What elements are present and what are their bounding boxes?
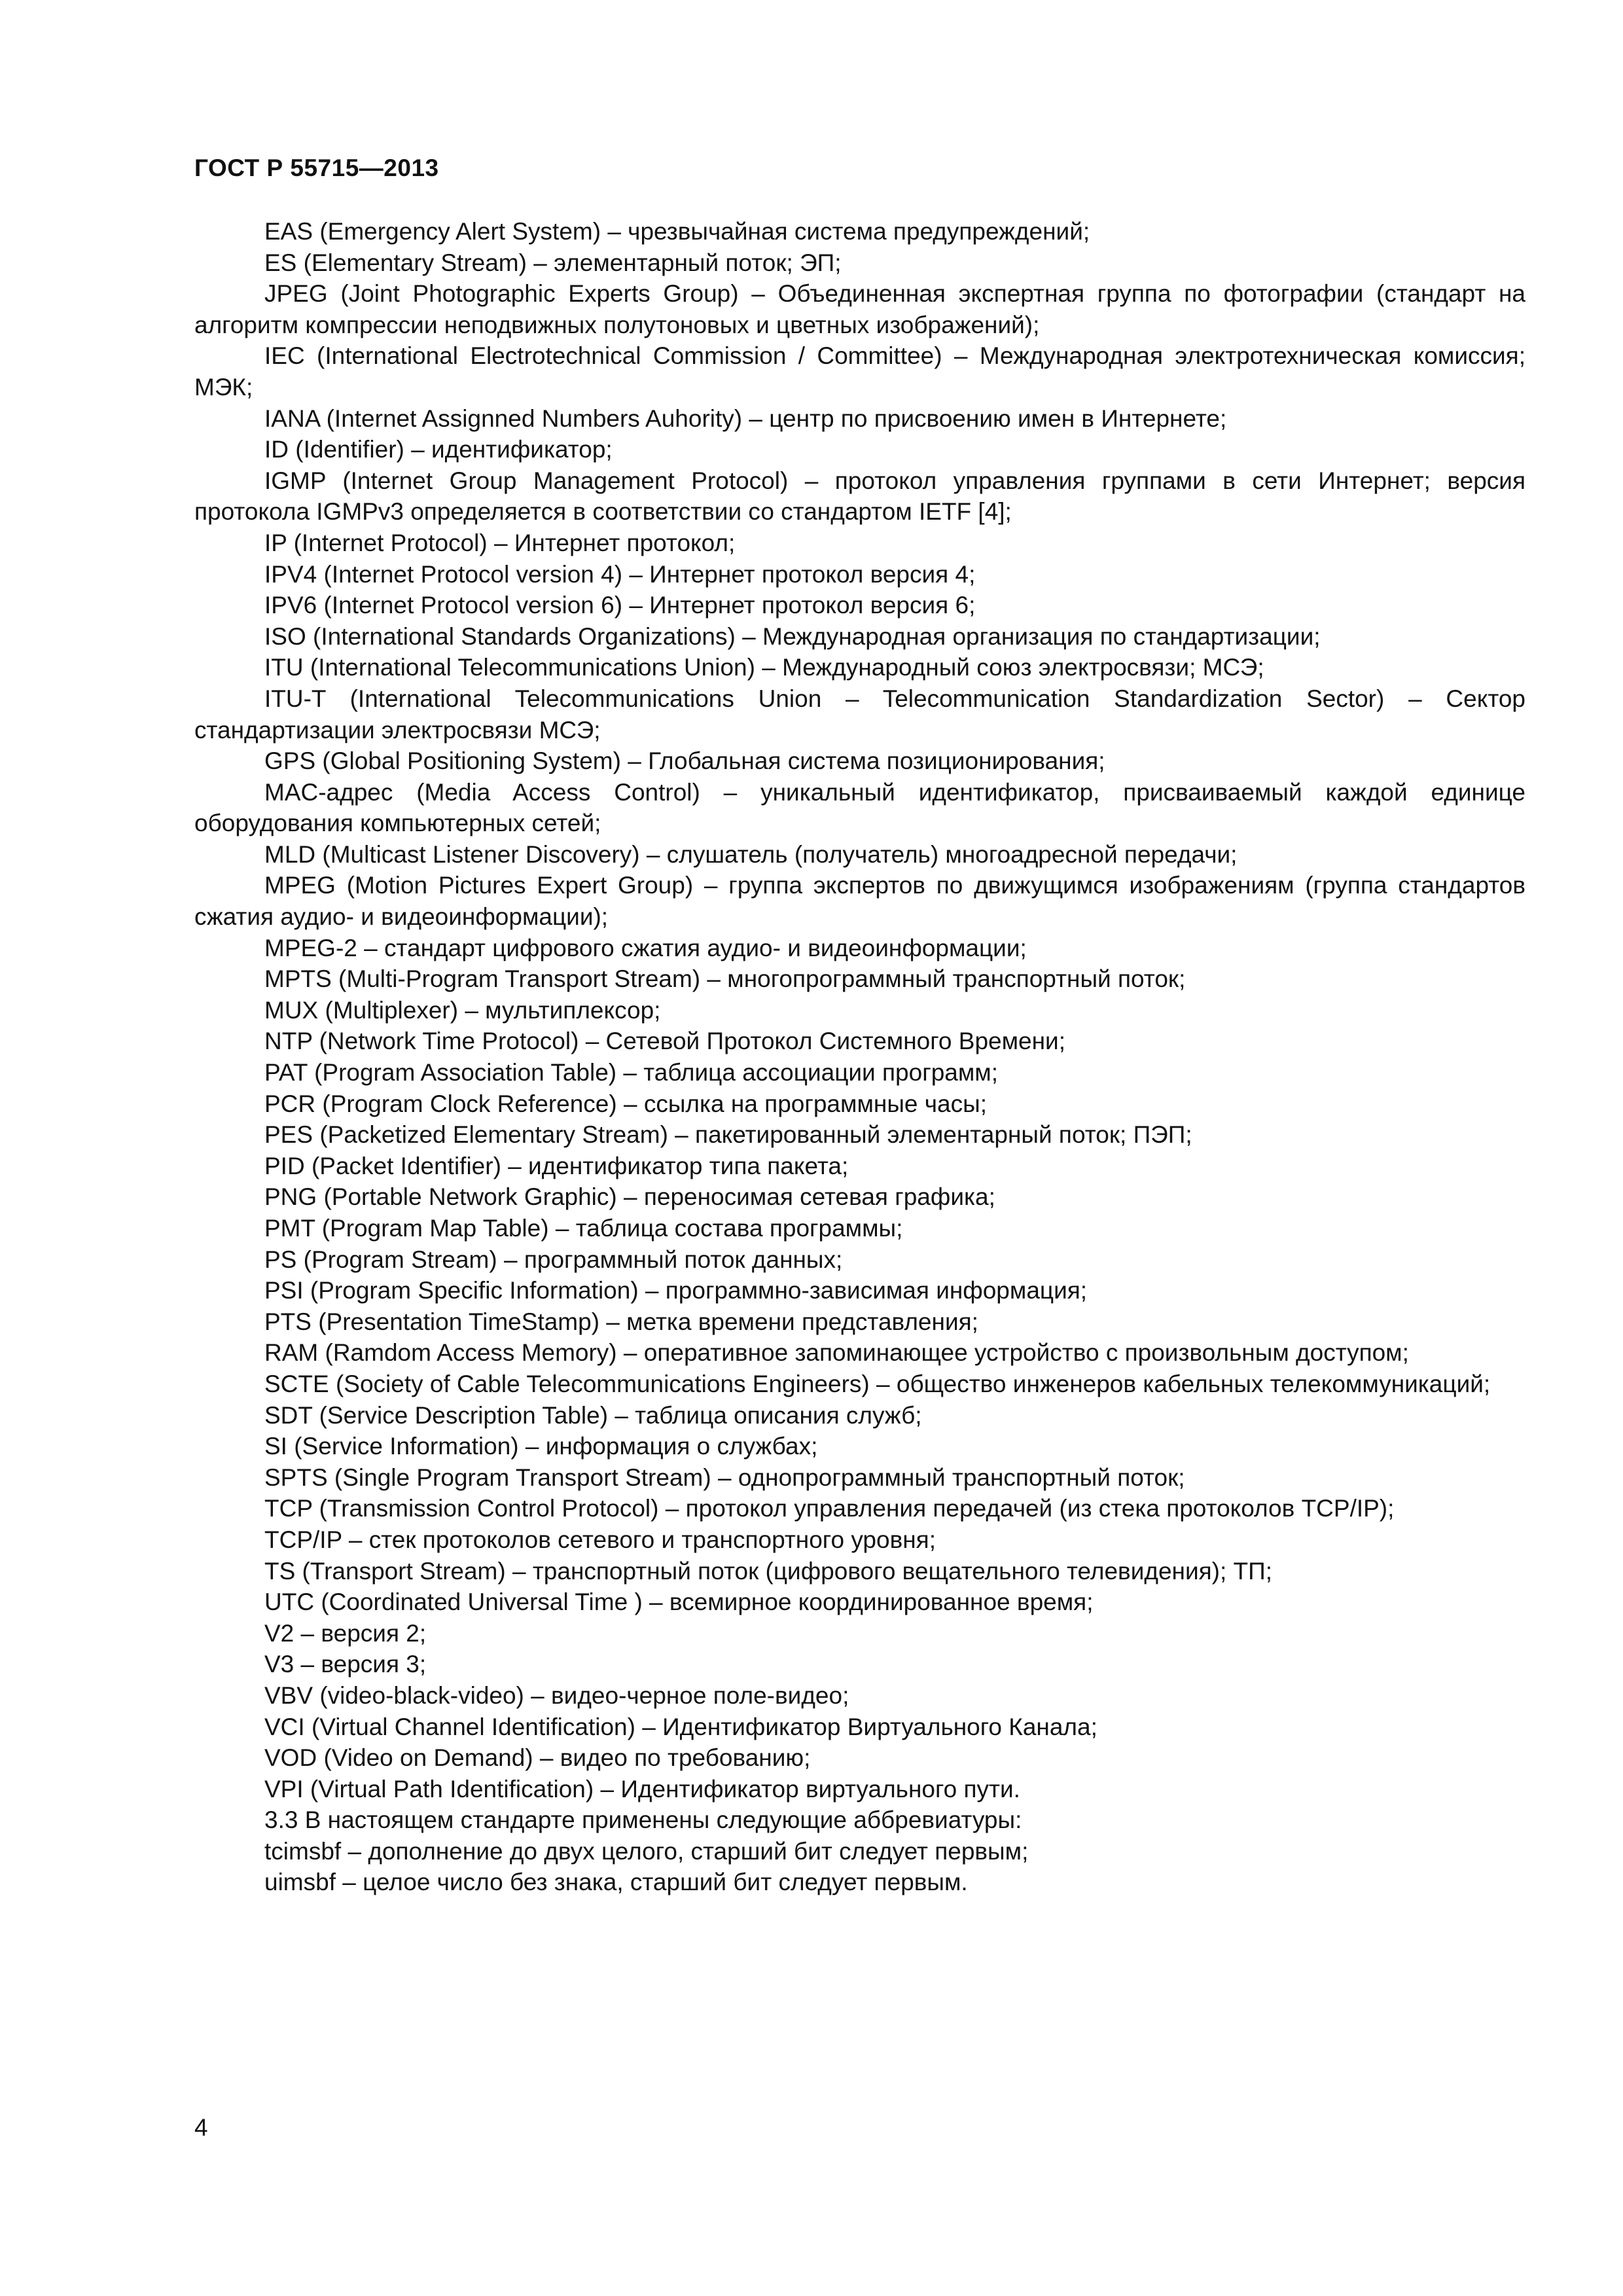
abbreviation-entry: VBV (video-black-video) – видео-черное поле-видео; [264,1681,849,1709]
abbreviation-entry: UTC (Coordinated Universal Time ) – всемирное координированное время; [264,1588,1094,1616]
abbreviation-entry: IANA (Internet Assignned Numbers Auhority) – центр по присвоению имен в Интернете; [264,404,1227,432]
abbreviation-entry: ITU (International Telecommunications Union) – Международный союз электросвязи; МСЭ; [264,654,1264,681]
abbreviation-entry: MPEG (Motion Pictures Expert Group) – группа экспертов по движущимся изображениям (группа стандартов сжатия аудио- и видеоинформации); [194,872,1525,931]
abbreviation-entry: ES (Elementary Stream) – элементарный поток; ЭП; [264,249,842,276]
abbreviation-entry: V2 – версия 2; [264,1619,427,1647]
abbreviation-entry: MUX (Multiplexer) – мультиплексор; [264,996,661,1024]
abbreviation-entry: SCTE (Society of Cable Telecommunications Engineers) – общество инженеров кабельных телекоммуникаций; [264,1370,1491,1397]
abbreviation-entry: RAM (Ramdom Access Memory) – оперативное запоминающее устройство с произвольным доступом; [264,1339,1409,1367]
abbreviation-entry: TCP (Transmission Control Protocol) – протокол управления передачей (из стека протоколов TCP/IP); [264,1495,1395,1522]
abbreviation-entry: IP (Internet Protocol) – Интернет протокол; [264,529,736,556]
abbreviation-entry: MLD (Multicast Listener Discovery) – слушатель (получатель) многоадресной передачи; [264,840,1238,868]
abbreviation-entry: SPTS (Single Program Transport Stream) – однопрограммный транспортный поток; [264,1463,1185,1491]
abbreviation-entry: GPS (Global Positioning System) – Глобальная система позиционирования; [264,747,1105,775]
abbreviation-entry: uimsbf – целое число без знака, старший бит следует первым. [264,1869,968,1896]
abbreviation-entry: ID (Identifier) – идентификатор; [264,436,613,463]
abbreviation-entry: IPV4 (Internet Protocol version 4) – Интернет протокол версия 4; [264,560,976,588]
abbreviation-entry: IGMP (Internet Group Management Protocol) – протокол управления группами в сети Интернет; версия протокола IGMPv3 определяется в соответствии со стандартом IETF [4]; [194,467,1525,526]
abbreviation-entry: PS (Program Stream) – программный поток данных; [264,1246,843,1273]
abbreviation-entry: PSI (Program Specific Information) – программно-зависимая информация; [264,1277,1088,1304]
abbreviation-entry: V3 – версия 3; [264,1651,427,1678]
abbreviation-entry: PTS (Presentation TimeStamp) – метка времени представления; [264,1308,978,1335]
abbreviation-entry: MPTS (Multi-Program Transport Stream) – многопрограммный транспортный поток; [264,965,1186,993]
abbreviation-entry: PMT (Program Map Table) – таблица состава программы; [264,1215,903,1242]
page-number: 4 [194,2114,208,2141]
document-header: ГОСТ Р 55715—2013 [194,154,439,181]
abbreviation-entry: TCP/IP – стек протоколов сетевого и транспортного уровня; [264,1526,936,1553]
abbreviation-entry: TS (Transport Stream) – транспортный поток (цифрового вещательного телевидения); ТП; [264,1557,1273,1585]
abbreviation-entry: VCI (Virtual Channel Identification) – Идентификатор Виртуального Канала; [264,1713,1097,1740]
abbreviation-entry: MPEG-2 – стандарт цифрового сжатия аудио- и видеоинформации; [264,934,1027,961]
abbreviation-entry: PNG (Portable Network Graphic) – переносимая сетевая графика; [264,1183,995,1211]
abbreviation-entry: PID (Packet Identifier) – идентификатор типа пакета; [264,1152,849,1179]
section-intro: 3.3 В настоящем стандарте применены следующие аббревиатуры: [264,1806,1022,1834]
abbreviation-entry: ITU-T (International Telecommunications Union – Telecommunication Standardization Sector) – Сектор стандартизации электросвязи МСЭ; [194,685,1525,744]
abbreviation-entry: SI (Service Information) – информация о службах; [264,1433,818,1460]
abbreviation-entry: ISO (International Standards Organizations) – Международная организация по стандартизации; [264,622,1321,650]
abbreviation-entry: IPV6 (Internet Protocol version 6) – Интернет протокол версия 6; [264,592,976,619]
abbreviation-entry: IEC (International Electrotechnical Commission / Committee) – Международная электротехническая комиссия; МЭК; [194,342,1525,401]
abbreviation-entry: PCR (Program Clock Reference) – ссылка на программные часы; [264,1090,988,1117]
abbreviation-entry: JPEG (Joint Photographic Experts Group) – Объединенная экспертная группа по фотографии (стандарт на алгоритм компрессии неподвижных полутоновых и цветных изображений); [194,280,1525,338]
abbreviation-entry: PAT (Program Association Table) – таблица ассоциации программ; [264,1059,999,1086]
document-body [194,216,1525,1898]
abbreviation-entry: tcimsbf – дополнение до двух целого, старший бит следует первым; [264,1837,1029,1865]
abbreviation-entry: VOD (Video on Demand) – видео по требованию; [264,1744,811,1772]
abbreviation-entry: VPI (Virtual Path Identification) – Идентификатор виртуального пути. [264,1775,1020,1803]
abbreviation-entry: EAS (Emergency Alert System) – чрезвычайная система предупреждений; [264,218,1090,245]
abbreviation-entry: MAC-адрес (Media Access Control) – уникальный идентификатор, присваиваемый каждой единице оборудования компьютерных сетей; [194,778,1525,837]
abbreviation-entry: NTP (Network Time Protocol) – Сетевой Протокол Системного Времени; [264,1028,1065,1055]
abbreviation-entry: PES (Packetized Elementary Stream) – пакетированный элементарный поток; ПЭП; [264,1121,1192,1149]
abbreviation-entry: SDT (Service Description Table) – таблица описания служб; [264,1401,922,1429]
